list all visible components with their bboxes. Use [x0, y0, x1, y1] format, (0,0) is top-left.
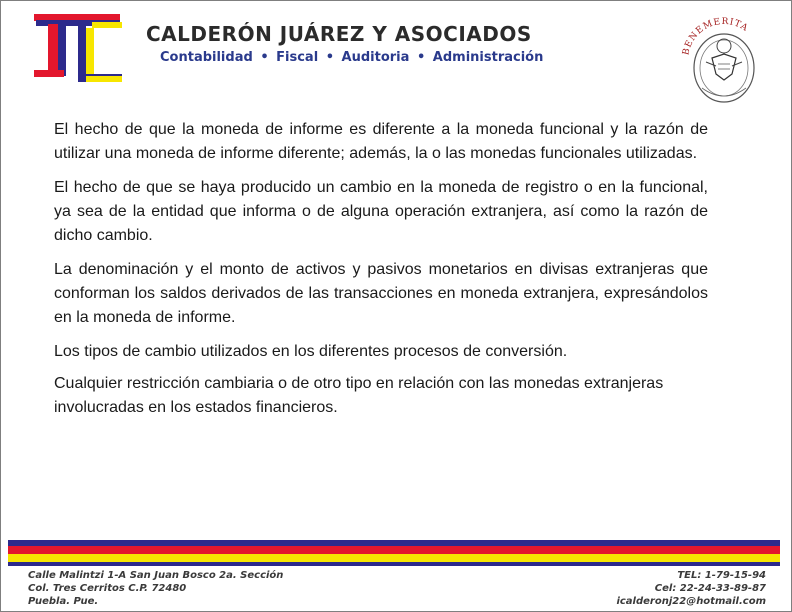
paragraph: El hecho de que se haya producido un cambio en la moneda de registro o en la funcional, ya sea de la entidad que informa o de alguna operación extranjera, así como la razón de dicho cambio.	[54, 179, 708, 244]
paragraph: Cualquier restricción cambiaria o de otro tipo en relación con las monedas extranjeras involucradas en los estados financieros.	[54, 375, 664, 416]
cell-number: Cel: 22-24-33-89-87	[654, 583, 766, 594]
address-line: Puebla. Pue.	[28, 596, 99, 607]
firm-name: CALDERÓN JUÁREZ Y ASOCIADOS	[146, 22, 532, 46]
firm-services	[160, 50, 543, 65]
service-fiscal: Fiscal	[276, 50, 319, 65]
footer-stripes	[8, 540, 780, 566]
document-body	[54, 118, 708, 422]
address-line: Col. Tres Cerritos C.P. 72480	[28, 583, 187, 594]
firm-logo	[34, 14, 122, 82]
service-contabilidad: Contabilidad	[160, 50, 253, 65]
separator: •	[416, 50, 426, 65]
paragraph: Los tipos de cambio utilizados en los diferentes procesos de conversión.	[54, 343, 568, 360]
address-line: Calle Malintzi 1-A San Juan Bosco 2a. Sección	[28, 570, 284, 581]
service-auditoria: Auditoria	[341, 50, 410, 65]
university-seal-icon	[672, 8, 776, 106]
service-administracion: Administración	[432, 50, 544, 65]
paragraph: La denominación y el monto de activos y pasivos monetarios en divisas extranjeras que conforman los saldos derivados de las transacciones en moneda extranjera, expresándolos en la moneda de informe.	[54, 261, 708, 326]
footer-contact	[616, 569, 766, 608]
footer-address	[28, 569, 283, 608]
phone-number: TEL: 1-79-15-94	[677, 570, 766, 581]
separator: •	[260, 50, 269, 65]
separator: •	[325, 50, 335, 65]
seal-text: BENEMERITA	[681, 16, 751, 57]
svg-text:BENEMERITA	[681, 17, 750, 56]
email-address: icalderonj22@hotmail.com	[616, 596, 766, 607]
paragraph: El hecho de que la moneda de informe es diferente a la moneda funcional y la razón de utilizar una moneda de informe diferente; además, la o las monedas funcionales utilizadas.	[54, 121, 708, 162]
